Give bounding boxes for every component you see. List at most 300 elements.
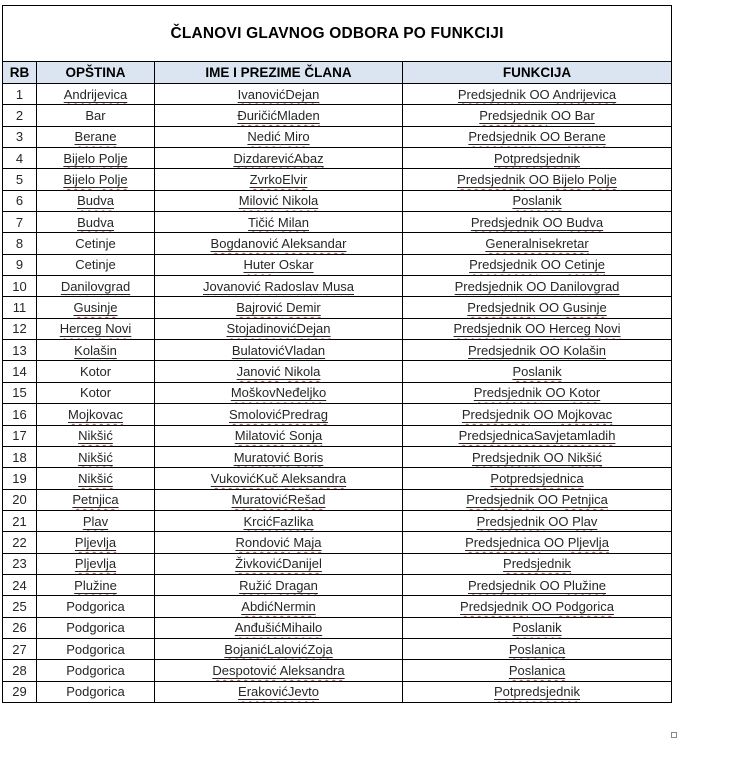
spellcheck-squiggle: AbdićNermin [241,598,316,614]
cell-text [74,343,117,358]
spellcheck-squiggle: ĐuričićMladen [237,108,320,124]
cell-funkcija[interactable] [403,404,672,425]
cell-text [237,364,321,379]
spellcheck-squiggle: Cetinje [564,257,605,273]
spellcheck-squiggle: Demir [286,300,321,316]
spellcheck-squiggle: Mojkovac [68,406,123,422]
spellcheck-squiggle: StojadinovićDejan [226,321,331,337]
spellcheck-squiggle: Mojkovac [557,406,613,422]
cell-member-name[interactable] [155,148,403,169]
cell-member-name[interactable] [155,340,403,361]
cell-text: Huter Oskar [243,257,314,273]
cell-member-name[interactable] [155,489,403,510]
spellcheck-squiggle: BulatovićVladan [231,342,326,358]
spellcheck-squiggle: Predsjednik [461,406,530,422]
cell-rb[interactable]: 26 [3,617,37,638]
cell-text [235,535,321,550]
cell-funkcija[interactable] [403,169,672,190]
cell-text [503,556,571,571]
cell-funkcija[interactable] [403,361,672,382]
cell-funkcija[interactable] [403,126,672,147]
cell-text [250,172,308,187]
spellcheck-squiggle: Predsjednik [473,385,542,401]
cell-text: Predsjednik OO Andrijevica [457,86,617,102]
cell-rb[interactable]: 27 [3,638,37,659]
cell-rb[interactable]: 14 [3,361,37,382]
cell-member-name[interactable] [155,574,403,595]
cell-opstina[interactable] [37,169,155,190]
cell-member-name[interactable] [155,617,403,638]
cell-rb[interactable]: 16 [3,404,37,425]
cell-text [211,236,347,251]
cell-text [494,684,580,699]
spellcheck-squiggle: Polje [98,172,128,188]
cell-opstina[interactable] [37,468,155,489]
spellcheck-squiggle: Poslanik [512,364,562,380]
cell-text: Predsjednik OO Cetinje [469,257,605,273]
cell-member-name[interactable] [155,404,403,425]
spellcheck-squiggle: Despotović [212,662,277,678]
cell-opstina[interactable] [37,489,155,510]
cell-rb[interactable]: 10 [3,276,37,297]
spellcheck-squiggle: Predsjednik [453,321,522,337]
spellcheck-squiggle: Predsjednica [465,534,541,550]
cell-text: Predsjednik OO Danilovgrad [454,278,620,294]
cell-rb[interactable]: 8 [3,233,37,254]
cell-text [238,87,320,102]
cell-opstina[interactable] [37,660,155,681]
cell-rb[interactable]: 21 [3,510,37,531]
table-row [3,638,672,659]
spellcheck-squiggle: Dragan [275,577,318,593]
cell-member-name[interactable] [155,468,403,489]
cell-funkcija[interactable] [403,574,672,595]
spellcheck-squiggle: Predsjednik [503,556,571,572]
cell-member-name[interactable] [155,318,403,339]
cell-rb[interactable]: 7 [3,212,37,233]
spellcheck-squiggle: Kotor [569,385,601,401]
cell-funkcija[interactable] [403,212,672,233]
cell-text: Predsjednik OO Kolašin [468,342,607,358]
cell-text: Predsjednik OO Podgorica [460,598,614,614]
spellcheck-squiggle: Danilovgrad [60,278,131,294]
spellcheck-squiggle: Milan [277,214,309,230]
cell-funkcija[interactable] [403,553,672,574]
cell-member-name[interactable] [155,382,403,403]
spellcheck-squiggle: AnđušićMihailo [234,620,323,636]
spellcheck-squiggle: Jovanović [202,278,261,294]
cell-funkcija[interactable] [403,425,672,446]
cell-text [68,407,123,422]
table-row [3,660,672,681]
spellcheck-squiggle: Bijelo [552,172,585,188]
spellcheck-squiggle: BojanićLalovićZoja [224,641,333,657]
spellcheck-squiggle: Pljevlja [74,556,117,572]
spellcheck-squiggle: Andrijevica [63,86,128,102]
table-row [3,190,672,211]
cell-opstina[interactable] [37,446,155,467]
spellcheck-squiggle: ZvrkoElvir [249,172,308,188]
spellcheck-squiggle: Rondović [235,534,290,550]
spellcheck-squiggle: KrcićFazlika [243,513,314,529]
cell-funkcija[interactable] [403,596,672,617]
cell-text: Predsjednik OO Bijelo Polje [457,172,617,188]
cell-text: Podgorica [66,662,125,678]
spellcheck-squiggle: Poslanica [508,641,566,657]
cell-member-name[interactable] [155,126,403,147]
spellcheck-squiggle: Budva [77,193,114,209]
table-row [3,489,672,510]
cell-text [224,642,332,657]
cell-text: Podgorica [66,620,125,636]
cell-rb[interactable]: 22 [3,532,37,553]
cell-text: Podgorica [66,598,125,614]
spellcheck-squiggle: Predsjednik [457,172,526,188]
cell-text [459,428,616,443]
cell-text [236,300,321,315]
spellcheck-squiggle: Pljevlja [74,534,117,550]
cell-text: Cetinje [75,257,116,273]
cell-rb[interactable]: 13 [3,340,37,361]
cell-member-name[interactable] [155,233,403,254]
spellcheck-squiggle: Petnjica [72,492,119,508]
cell-rb[interactable]: 11 [3,297,37,318]
cell-opstina[interactable] [37,318,155,339]
spellcheck-squiggle: Maja [293,534,322,550]
spellcheck-squiggle: Polje [587,172,617,188]
cell-rb[interactable]: 5 [3,169,37,190]
spellcheck-squiggle: Boris [293,449,324,465]
cell-text [235,620,322,635]
spellcheck-squiggle: Huter [243,257,276,273]
cell-opstina[interactable] [37,340,155,361]
cell-funkcija[interactable] [403,254,672,275]
cell-text: Predsjednik OO Plužine [468,577,607,593]
table-title[interactable]: ČLANOVI GLAVNOG ODBORA PO FUNKCIJI [3,6,672,62]
column-header-rb[interactable]: RB [3,62,37,84]
cell-funkcija[interactable] [403,681,672,702]
cell-funkcija[interactable] [403,276,672,297]
cell-text [241,599,315,614]
cell-funkcija[interactable] [403,617,672,638]
cell-text [77,193,114,208]
cell-opstina[interactable] [37,638,155,659]
table-row [3,574,672,595]
cell-text [226,321,330,336]
table-row [3,532,672,553]
cell-rb[interactable]: 6 [3,190,37,211]
cell-text: Bar [85,108,106,124]
spellcheck-squiggle: Milović [238,193,279,209]
cell-rb[interactable]: 1 [3,84,37,105]
cell-opstina[interactable] [37,297,155,318]
cell-rb[interactable]: 15 [3,382,37,403]
cell-text: Kotor [79,385,112,401]
spellcheck-squiggle: Aleksandar [281,236,347,252]
cell-funkcija[interactable] [403,105,672,126]
spellcheck-squiggle: VukovićKuč [210,470,279,486]
cell-rb[interactable]: 19 [3,468,37,489]
cell-text [237,108,319,123]
cell-text [243,514,313,529]
spellcheck-squiggle: Ružić [239,577,272,593]
cell-opstina[interactable] [37,510,155,531]
cell-text [233,151,323,166]
cell-text: Predsjednik OO Petnjica [466,492,608,508]
table-row [3,596,672,617]
spellcheck-squiggle: Podgorica [555,598,614,614]
column-header-funkcija[interactable]: FUNKCIJA [403,62,672,84]
cell-text [485,236,588,251]
cell-text [235,428,322,443]
spellcheck-squiggle: Predsjednik [476,513,545,529]
spellcheck-squiggle: Potpredsjednica [490,470,584,486]
spellcheck-squiggle: Predsjednik [471,449,540,465]
table-row [3,361,672,382]
spellcheck-squiggle: Plav [572,513,598,529]
cell-text [83,514,108,529]
cell-rb[interactable]: 20 [3,489,37,510]
spellcheck-squiggle: PredsjednicaSavjetamladih [458,428,616,444]
spellcheck-squiggle: Nikola [284,364,321,380]
table-row [3,382,672,403]
cell-opstina[interactable] [37,105,155,126]
table-row [3,617,672,638]
spellcheck-squiggle: Poslanik [512,620,562,636]
cell-opstina[interactable] [37,190,155,211]
spellcheck-squiggle: Potpredsjednik [494,684,581,700]
spellcheck-squiggle: Sonja [288,428,323,444]
cell-text: Predsjednik OO Herceg Novi [453,321,621,337]
cell-funkcija[interactable] [403,446,672,467]
cell-rb[interactable]: 12 [3,318,37,339]
cell-text: Cetinje [75,236,116,252]
cell-opstina[interactable] [37,212,155,233]
cell-funkcija[interactable] [403,148,672,169]
cell-opstina[interactable] [37,276,155,297]
cell-funkcija[interactable] [403,489,672,510]
cell-opstina[interactable] [37,425,155,446]
cell-member-name[interactable] [155,169,403,190]
cell-text [239,578,318,593]
spellcheck-squiggle: ErakovićJevto [238,684,319,700]
spellcheck-squiggle: Nikšić [78,428,113,444]
spellcheck-squiggle: Nikola [282,193,319,209]
cell-rb[interactable]: 23 [3,553,37,574]
cell-member-name[interactable] [155,84,403,105]
cell-member-name[interactable] [155,638,403,659]
cell-text [235,556,322,571]
cell-rb[interactable]: 17 [3,425,37,446]
cell-member-name[interactable] [155,361,403,382]
cell-text [234,450,324,465]
spellcheck-squiggle: Berane [74,129,117,145]
table-row [3,446,672,467]
cell-text [63,172,127,187]
cell-text [63,151,127,166]
cell-text [231,385,326,400]
cell-opstina[interactable] [37,617,155,638]
spellcheck-squiggle: Miro [284,129,310,145]
cell-opstina[interactable] [37,254,155,275]
cell-text [60,321,132,336]
cell-member-name[interactable] [155,297,403,318]
cell-text: Predsjednik OO Bar [479,108,595,124]
cell-funkcija[interactable] [403,233,672,254]
spellcheck-squiggle: Bijelo [63,150,96,166]
cell-text: Predsjednica OO Pljevlja [465,534,609,550]
cell-rb[interactable]: 28 [3,660,37,681]
cell-opstina[interactable] [37,382,155,403]
table-resize-handle-icon[interactable] [671,732,677,738]
table-row [3,105,672,126]
cell-member-name[interactable] [155,596,403,617]
spellcheck-squiggle: Herceg [59,321,102,337]
table-row [3,404,672,425]
column-header-ime-i-prezime[interactable]: IME I PREZIME ČLANA [155,62,403,84]
spellcheck-squiggle: Kolašin [74,342,117,358]
cell-member-name[interactable] [155,660,403,681]
cell-text: Predsjednik OO Kotor [473,385,601,401]
spellcheck-squiggle: Nedić [247,129,281,145]
cell-funkcija[interactable] [403,190,672,211]
cell-opstina[interactable] [37,126,155,147]
spellcheck-squiggle: Potpredsjednik [494,150,581,166]
cell-opstina[interactable] [37,361,155,382]
table-row [3,276,672,297]
spellcheck-squiggle: Novi [594,321,621,337]
spellcheck-squiggle: ŽivkovićDanijel [235,556,322,572]
cell-member-name[interactable] [155,446,403,467]
cell-text [61,279,130,294]
cell-rb[interactable]: 2 [3,105,37,126]
spellcheck-squiggle: Janović [236,364,281,380]
cell-text [211,471,346,486]
cell-funkcija[interactable] [403,510,672,531]
cell-opstina[interactable] [37,681,155,702]
table-row [3,318,672,339]
cell-member-name[interactable] [155,532,403,553]
cell-funkcija[interactable] [403,468,672,489]
cell-member-name[interactable] [155,681,403,702]
cell-opstina[interactable] [37,574,155,595]
cell-rb[interactable]: 9 [3,254,37,275]
cell-text [73,300,117,315]
cell-text [248,215,309,230]
spellcheck-squiggle: Bogdanović [210,236,279,252]
cell-member-name[interactable] [155,212,403,233]
cell-text [72,492,118,507]
cell-member-name[interactable] [155,276,403,297]
cell-text: Predsjednik OO Nikšić [471,449,603,465]
cell-funkcija[interactable] [403,84,672,105]
cell-text [78,450,113,465]
cell-member-name[interactable] [155,553,403,574]
cell-opstina[interactable] [37,404,155,425]
spellcheck-squiggle: Nikšić [567,449,603,465]
spellcheck-squiggle: Plužine [74,577,117,593]
cell-text [247,129,309,144]
cell-text [78,428,113,443]
table-row [3,84,672,105]
spellcheck-squiggle: Musa [322,278,355,294]
cell-member-name[interactable] [155,425,403,446]
cell-member-name[interactable] [155,510,403,531]
spellcheck-squiggle: Predsjednik [469,257,538,273]
spellcheck-squiggle: Bijelo [63,172,96,188]
cell-opstina[interactable] [37,532,155,553]
spellcheck-squiggle: Nikšić [78,470,113,486]
table-row [3,212,672,233]
spellcheck-squiggle: Kolašin [563,342,607,358]
spellcheck-squiggle: Poslanica [508,662,566,678]
column-header-opstina[interactable]: OPŠTINA [37,62,155,84]
cell-text [494,151,580,166]
cell-text: Predsjednik OO Gusinje [467,300,607,316]
cell-opstina[interactable] [37,596,155,617]
cell-rb[interactable]: 24 [3,574,37,595]
cell-opstina[interactable] [37,148,155,169]
cell-opstina[interactable] [37,84,155,105]
table-row [3,148,672,169]
spellcheck-squiggle: Pljevlja [567,534,609,550]
spellcheck-squiggle: Gusinje [562,300,607,316]
table-row [3,297,672,318]
cell-rb[interactable]: 18 [3,446,37,467]
cell-funkcija[interactable] [403,318,672,339]
members-table [2,5,672,703]
table-row [3,254,672,275]
cell-member-name[interactable] [155,190,403,211]
cell-member-name[interactable] [155,254,403,275]
cell-text [212,663,344,678]
cell-text [203,279,354,294]
cell-funkcija[interactable] [403,638,672,659]
spellcheck-squiggle: Tičić [248,214,275,230]
spellcheck-squiggle: Predsjednik [468,577,536,593]
cell-rb[interactable]: 3 [3,126,37,147]
cell-text [490,471,583,486]
cell-funkcija[interactable] [403,340,672,361]
cell-opstina[interactable] [37,233,155,254]
cell-text [78,471,113,486]
spellcheck-squiggle: MuratovićRešad [231,492,326,508]
spellcheck-squiggle: SmolovićPredrag [229,406,328,422]
cell-text [232,492,326,507]
cell-funkcija[interactable] [403,297,672,318]
cell-opstina[interactable] [37,553,155,574]
cell-rb[interactable]: 29 [3,681,37,702]
cell-text [64,87,128,102]
cell-text [74,578,117,593]
cell-funkcija[interactable] [403,660,672,681]
cell-member-name[interactable] [155,105,403,126]
spellcheck-squiggle: Herceg [548,321,591,337]
table-row [3,340,672,361]
cell-rb[interactable]: 25 [3,596,37,617]
spellcheck-squiggle: Predsjednik [454,278,523,294]
spellcheck-squiggle: Plav [82,513,109,529]
cell-text [512,364,561,379]
cell-text [238,684,319,699]
cell-text [75,129,117,144]
spellcheck-squiggle: Predsjednik [460,598,528,614]
cell-funkcija[interactable] [403,532,672,553]
cell-rb[interactable]: 4 [3,148,37,169]
cell-funkcija[interactable] [403,382,672,403]
spellcheck-squiggle: Predsjednik [479,108,548,124]
spellcheck-squiggle: DizdarevićAbaz [233,150,324,166]
